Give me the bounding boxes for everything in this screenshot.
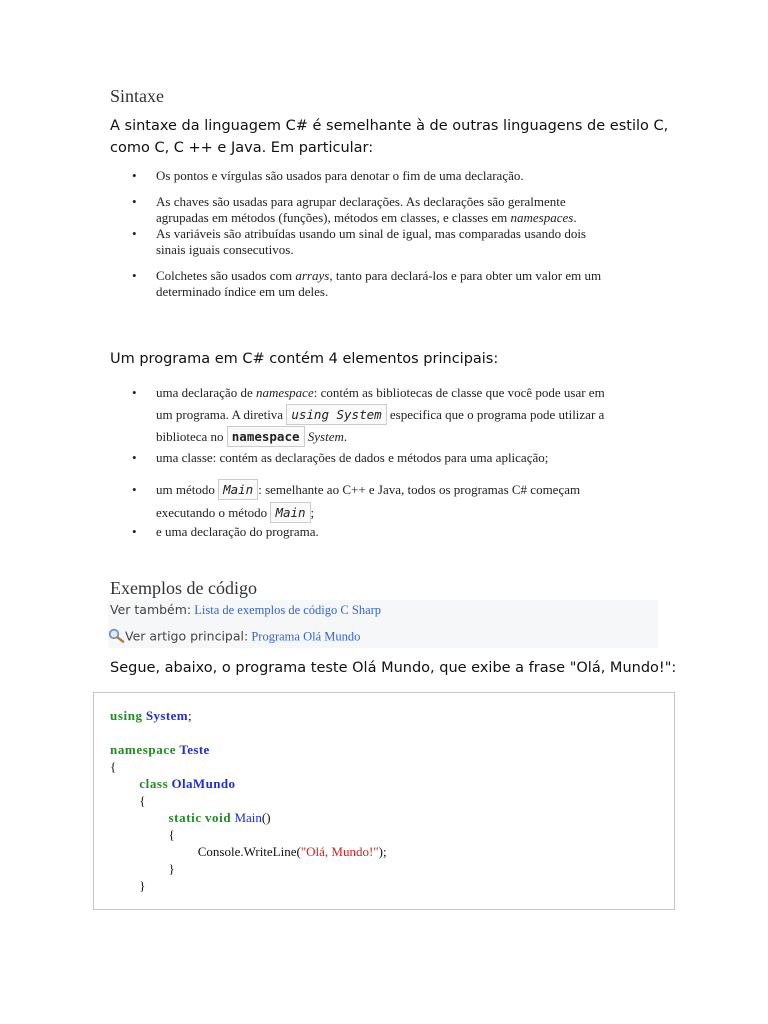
see-also-box (108, 600, 658, 648)
section-title-sintaxe: Sintaxe (110, 86, 164, 106)
list-item: • Colchetes são usados com arrays, tanto para declará-los e para obter um valor em um determinado índice em um deles. (110, 268, 670, 300)
inline-code-namespace: namespace (227, 426, 305, 447)
list-item: • uma declaração de namespace: contém as bibliotecas de classe que você pode usar em um programa. A diretiva using System especifica que o programa pode utilizar a biblioteca no namespace System. (110, 382, 670, 448)
code-type: OlaMundo (171, 776, 236, 791)
sintaxe-intro-line1: A sintaxe da linguagem C# é semelhante à de outras linguagens de estilo C, (110, 118, 669, 134)
inline-code-main: Main (218, 479, 258, 500)
code-type: Teste (179, 742, 210, 757)
magnifier-icon (108, 628, 125, 647)
code-keyword: namespace (110, 742, 177, 757)
syntax-bullet-list (110, 168, 670, 300)
code-listing: using System; namespace Teste { class OlaMundo { static void Main() { Console.WriteLine("Olá, Mundo!"); } } (110, 708, 387, 893)
sintaxe-intro-line2: como C, C ++ e Java. Em particular: (110, 140, 374, 156)
main-article-label: Ver artigo principal: (125, 628, 249, 644)
code-keyword: using (110, 708, 143, 723)
see-also-link[interactable]: Lista de exemplos de código C Sharp (194, 603, 382, 617)
program-elements-intro: Um programa em C# contém 4 elementos principais: (110, 351, 499, 367)
hello-world-intro: Segue, abaixo, o programa teste Olá Mundo, que exibe a frase "Olá, Mundo!": (110, 660, 677, 676)
code-function: Main (234, 810, 262, 825)
sintaxe-intro (110, 115, 668, 159)
code-keyword: void (204, 810, 232, 825)
code-keyword: class (139, 776, 169, 791)
inline-code-using-system: using System (286, 404, 386, 425)
see-also-row (110, 602, 381, 618)
inline-code-main-2: Main (270, 502, 310, 523)
code-keyword: static (168, 810, 202, 825)
main-article-row (108, 628, 360, 647)
list-item: • um método Main : semelhante ao C++ e Java, todos os programas C# começam executando o método Main ; (110, 478, 670, 524)
list-item: • uma classe: contém as declarações de dados e métodos para uma aplicação; (110, 450, 670, 466)
code-block (93, 692, 675, 910)
list-item: • As chaves são usadas para agrupar declarações. As declarações são geralmente agrupadas em métodos (funções), métodos em classes, e classes em namespaces. (110, 194, 670, 226)
main-article-link[interactable]: Programa Olá Mundo (251, 629, 361, 644)
list-item: • e uma declaração do programa. (110, 524, 670, 540)
code-string: "Olá, Mundo!" (300, 844, 379, 859)
list-item: • Os pontos e vírgulas são usados para denotar o fim de uma declaração. (110, 168, 670, 184)
system-term: System (307, 429, 344, 444)
namespace-term: namespace (255, 385, 314, 400)
arrays-term: arrays (295, 268, 330, 283)
section-title-exemplos: Exemplos de código (110, 578, 257, 598)
code-type: System (145, 708, 189, 723)
see-also-label: Ver também: (110, 602, 192, 617)
program-elements-list (110, 382, 670, 540)
namespaces-term: namespaces (510, 210, 574, 225)
list-item: • As variáveis são atribuídas usando um sinal de igual, mas comparadas usando dois sinais iguais consecutivos. (110, 226, 670, 258)
